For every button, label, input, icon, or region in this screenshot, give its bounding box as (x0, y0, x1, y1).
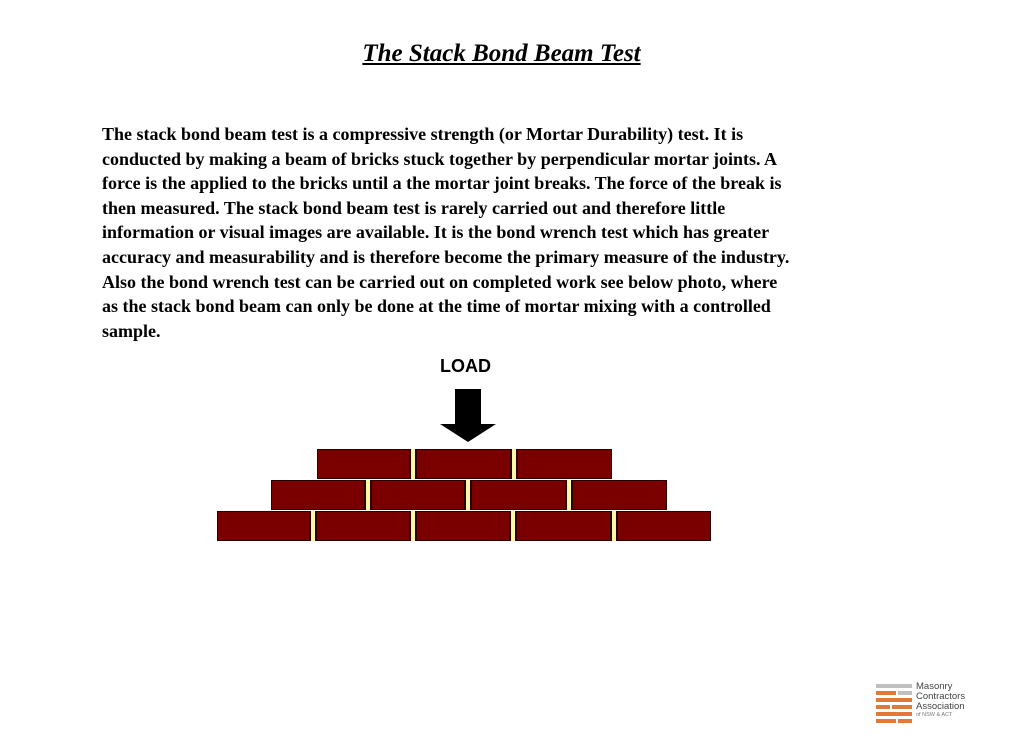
brick (517, 449, 612, 479)
brick (371, 480, 465, 510)
brick (317, 449, 410, 479)
brick (617, 511, 711, 541)
logo-line: Association (916, 701, 965, 712)
brick (516, 511, 611, 541)
body-line: The stack bond beam test is a compressive strength (or Mortar Durability) test. It is (102, 124, 744, 144)
brick (572, 480, 667, 510)
body-line: accuracy and measurability and is therefore become the primary measure of the industry. (102, 246, 790, 267)
body-line: then measured. The stack bond beam test is rarely carried out and therefore little (102, 197, 726, 218)
body-line: sample. (102, 320, 161, 341)
body-line: Also the bond wrench test can be carried out on completed work see below photo, where (102, 271, 778, 292)
logo-line: Masonry (916, 681, 953, 692)
brick-logo-icon (876, 682, 912, 722)
logo-line: Contractors (916, 691, 966, 702)
brick (416, 449, 511, 479)
body-line: force is the applied to the bricks until a the mortar joint breaks. The force of the break is (102, 173, 782, 194)
logo-text (916, 682, 965, 719)
page-title: The Stack Bond Beam Test (362, 40, 641, 67)
brick (416, 511, 510, 541)
arrow-head (440, 424, 496, 442)
brick-row-top (317, 449, 612, 479)
brick-row-bottom (217, 511, 711, 541)
brick (217, 511, 310, 541)
brick (271, 480, 365, 510)
brick (471, 480, 566, 510)
mca-logo (876, 682, 965, 722)
load-label: LOAD (440, 356, 491, 376)
body-line: as the stack bond beam can only be done at the time of mortar mixing with a controlled (102, 296, 771, 317)
arrow-shaft (455, 389, 481, 425)
body-line: information or visual images are available. It is the bond wrench test which has greater (102, 222, 770, 243)
brick (316, 511, 410, 541)
logo-line: of NSW & ACT (916, 712, 953, 718)
body-paragraph (102, 122, 902, 343)
brick-row-middle (271, 480, 667, 510)
body-line: conducted by making a beam of bricks stuck together by perpendicular mortar joints. A (102, 148, 778, 169)
